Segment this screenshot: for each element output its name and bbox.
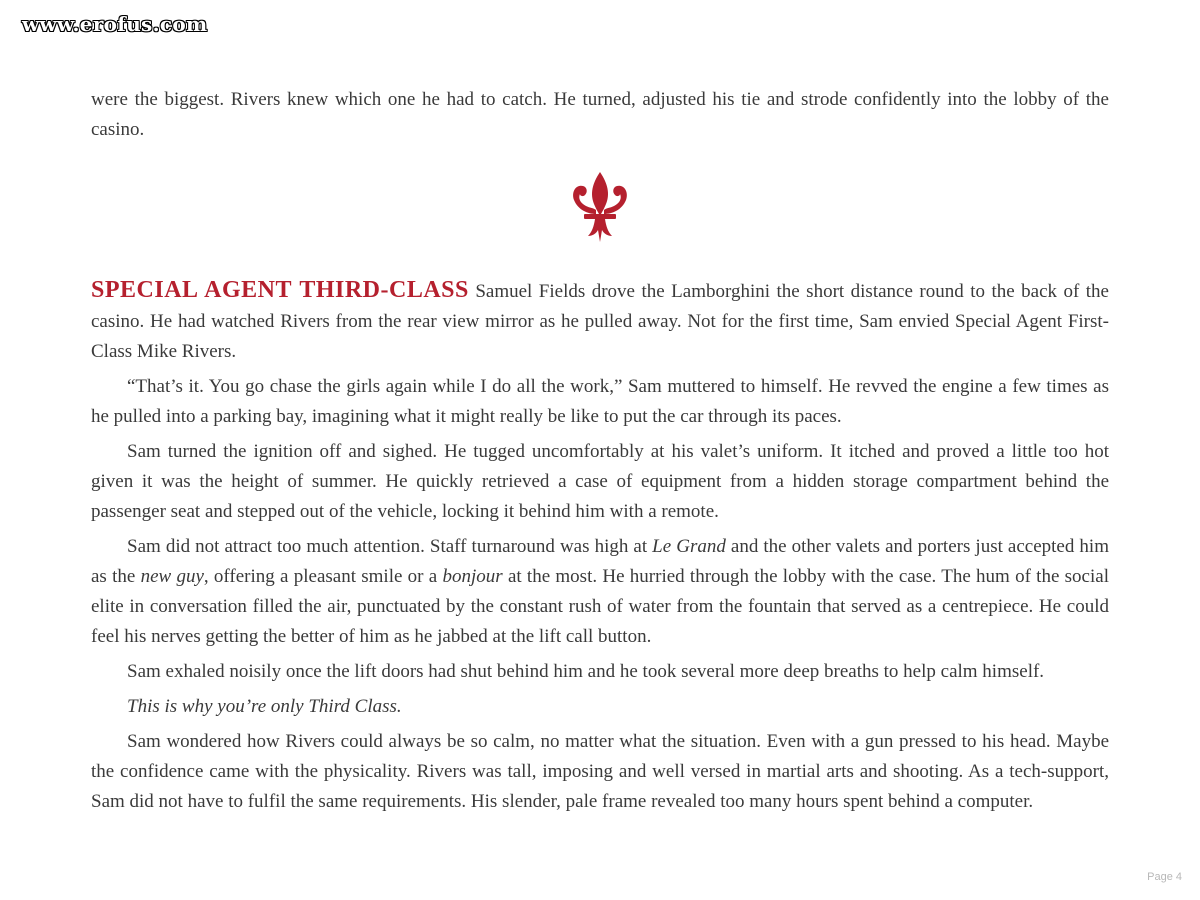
italic-thought: This is why you’re only Third Class. <box>127 696 402 717</box>
section-lead-text: Samuel Fields drove the Lamborghini the short distance round to the back of the casino. He had watched Rivers from the rear view mirror as he pulled away. Not for the first time, Sam envied Special Agent First-Class Mike Rivers. <box>91 281 1109 362</box>
watermark: www.erofus.com <box>22 12 208 36</box>
opening-paragraph-block <box>91 85 1109 150</box>
p4-emphasis-bonjour: bonjour <box>442 566 503 587</box>
paragraph-3: Sam turned the ignition off and sighed. He tugged uncomfortably at his valet’s uniform. It itched and proved a little too hot given it was the height of summer. He quickly retrieved a case of equipment from a hidden storage compartment behind the passenger seat and stepped out of the vehicle, locking it behind him with a remote. <box>91 441 1109 522</box>
paragraph-5: Sam exhaled noisily once the lift doors had shut behind him and he took several more deep breaths to help calm himself. <box>127 661 1045 682</box>
p4-text-c: , offering a pleasant smile or a <box>203 566 443 587</box>
p4-text-d: at the most. He hurried through the lobby with the case. The hum of the social elite in conversation filled the air, punctuated by the constant rush of water from the fountain that served as a centrepiece. He could feel his nerves getting the better of him as he jabbed at the lift call button. <box>91 566 1109 647</box>
section-heading: SPECIAL AGENT THIRD-CLASS <box>91 277 469 303</box>
section-lead-paragraph <box>91 275 1109 367</box>
p4-emphasis-new-guy: new guy <box>140 566 204 587</box>
paragraph-2: “That’s it. You go chase the girls again while I do all the work,” Sam muttered to himself. He revved the engine a few times as he pulled into a parking bay, imagining what it might really be like to put the car through its paces. <box>91 376 1109 427</box>
paragraph-7: Sam wondered how Rivers could always be so calm, no matter what the situation. Even with a gun pressed to his head. Maybe the confidence came with the physicality. Rivers was tall, imposing and well versed in martial arts and shooting. As a tech-support, Sam did not have to fulfil the same requirements. His slender, pale frame revealed too many hours spent behind a computer. <box>91 731 1109 812</box>
opening-paragraph: were the biggest. Rivers knew which one he had to catch. He turned, adjusted his tie and strode confidently into the lobby of the casino. <box>91 89 1109 140</box>
p4-text-b: and the other valets and porters just accepted him as the <box>91 536 1109 587</box>
p4-emphasis-le-grand: Le Grand <box>652 536 726 557</box>
paragraph-6-italic <box>91 692 1109 722</box>
page-number: Page 4 <box>1147 871 1182 883</box>
fleur-de-lis-icon <box>568 170 632 244</box>
chapter-body <box>91 275 1109 822</box>
paragraph-4 <box>91 532 1109 652</box>
p4-text-a: Sam did not attract too much attention. Staff turnaround was high at <box>127 536 653 557</box>
